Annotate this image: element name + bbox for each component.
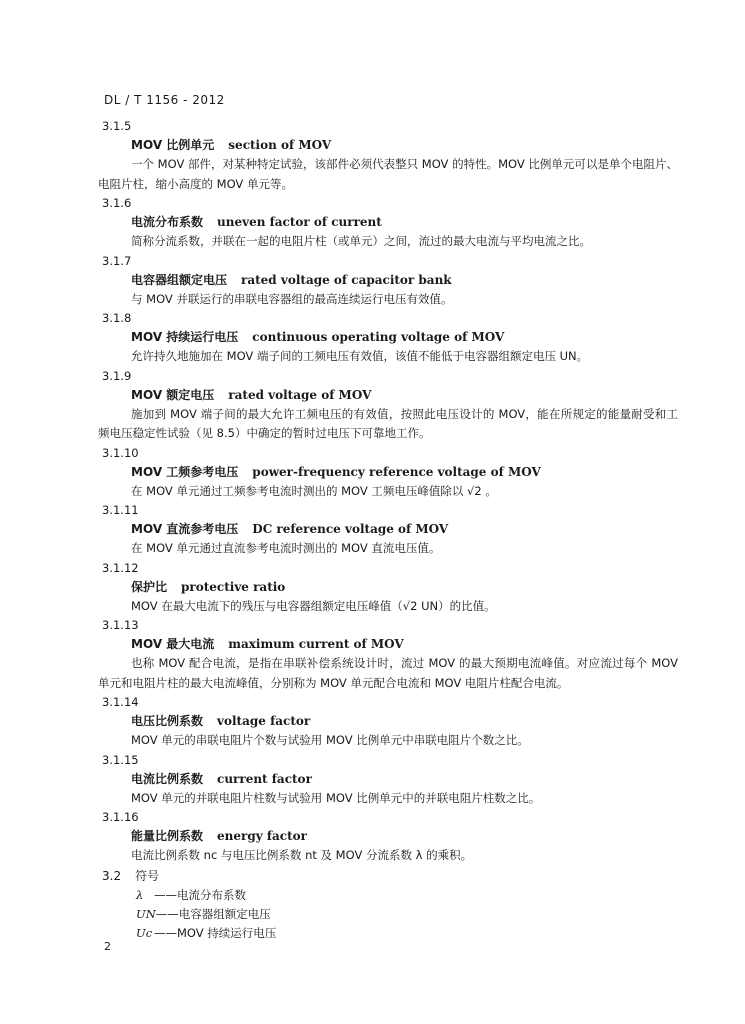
clause-number: 3.1.6 <box>102 196 132 210</box>
term-english: protective ratio <box>181 579 286 594</box>
term-definition: 在 MOV 单元通过工频参考电流时测出的 MOV 工频电压峰值除以 √2 。 <box>131 483 497 498</box>
term-chinese: 电容器组额定电压 <box>131 272 228 287</box>
term-definition: MOV 单元的并联电阻片柱数与试验用 MOV 比例单元中的并联电阻片柱数之比。 <box>131 790 541 805</box>
clause-number: 3.1.16 <box>102 810 139 824</box>
clause-number: 3.1.14 <box>102 695 139 709</box>
term-chinese: MOV 额定电压 <box>131 387 215 402</box>
standard-code-header: DL / T 1156 - 2012 <box>104 93 225 107</box>
symbol-description: ——电流分布系数 <box>154 887 246 902</box>
term-english: section of MOV <box>228 138 332 152</box>
clause-number: 3.1.11 <box>102 503 139 517</box>
symbol: UN <box>136 906 156 921</box>
term-definition: 允许持久地施加在 MOV 端子间的工频电压有效值，该值不能低于电容器组额定电压 UN。 <box>131 349 589 363</box>
term-english: maximum current of MOV <box>228 637 404 651</box>
term-definition: 也称 MOV 配合电流，是指在串联补偿系统设计时，流过 MOV 的最大预期电流峰值。对应流过每个 MOV 单元和电阻片柱的最大电流峰值，分别称为 MOV 单元配合电流和 MOV 电阻片柱配合电流。 <box>98 656 678 690</box>
term-title <box>131 386 678 405</box>
symbol-row <box>136 905 678 924</box>
clause-number: 3.1.7 <box>102 253 132 268</box>
term-english: rated voltage of MOV <box>228 387 372 402</box>
term-english: continuous operating voltage of MOV <box>252 330 505 344</box>
clause-number: 3.1.13 <box>102 618 139 632</box>
symbol-row <box>136 924 678 943</box>
term-title <box>131 770 678 789</box>
term-english: energy factor <box>217 829 307 843</box>
term-chinese: 电流分布系数 <box>131 215 204 229</box>
symbol-description: ——电容器组额定电压 <box>155 906 271 921</box>
clause-number: 3.1.12 <box>102 560 139 575</box>
term-chinese: MOV 比例单元 <box>131 138 215 152</box>
term-title <box>131 328 678 347</box>
term-chinese: 能量比例系数 <box>131 829 204 843</box>
term-title <box>131 827 678 846</box>
term-chinese: MOV 直流参考电压 <box>131 522 239 536</box>
term-definition: 与 MOV 并联运行的串联电容器组的最高连续运行电压有效值。 <box>131 291 453 306</box>
symbol: λ <box>136 887 144 902</box>
term-chinese: 电流比例系数 <box>131 771 204 786</box>
term-title <box>131 578 678 597</box>
term-definition: 在 MOV 单元通过直流参考电流时测出的 MOV 直流电压值。 <box>131 541 441 555</box>
clause-number: 3.1.5 <box>102 119 132 133</box>
term-chinese: 保护比 <box>131 579 168 594</box>
term-english: uneven factor of current <box>217 215 382 229</box>
term-chinese: MOV 工频参考电压 <box>131 464 239 479</box>
term-definition: MOV 单元的串联电阻片个数与试验用 MOV 比例单元中串联电阻片个数之比。 <box>131 733 529 747</box>
term-chinese: MOV 持续运行电压 <box>131 330 239 344</box>
term-title <box>131 520 678 539</box>
section-heading <box>102 867 678 886</box>
term-chinese: MOV 最大电流 <box>131 637 215 651</box>
term-title <box>131 271 678 290</box>
page-number: 2 <box>104 940 111 953</box>
term-title <box>131 463 678 482</box>
clause-number: 3.1.8 <box>102 311 132 325</box>
clause-number: 3.1.15 <box>102 752 139 767</box>
term-title <box>131 712 678 731</box>
term-definition: MOV 在最大电流下的残压与电容器组额定电压峰值（√2 UN）的比值。 <box>131 598 496 613</box>
term-definition: 电流比例系数 nc 与电压比例系数 nt 及 MOV 分流系数 λ 的乘积。 <box>131 848 473 862</box>
term-english: rated voltage of capacitor bank <box>241 272 452 287</box>
term-title <box>131 136 678 155</box>
term-definition: 一个 MOV 部件，对某种特定试验，该部件必须代表整只 MOV 的特性。MOV 比例单元可以是单个电阻片、电阻片柱，缩小高度的 MOV 单元等。 <box>98 157 678 191</box>
clause-number: 3.1.9 <box>102 368 132 383</box>
term-english: power-frequency reference voltage of MOV <box>252 464 541 479</box>
term-chinese: 电压比例系数 <box>131 714 204 728</box>
term-title <box>131 213 678 232</box>
clause-number: 3.1.10 <box>102 445 139 460</box>
symbol-row <box>136 886 678 905</box>
term-english: current factor <box>217 771 312 786</box>
term-definition: 施加到 MOV 端子间的最大允许工频电压的有效值，按照此电压设计的 MOV，能在所规定的能量耐受和工频电压稳定性试验（见 8.5）中确定的暂时过电压下可靠地工作。 <box>98 406 678 440</box>
section-title: 符号 <box>135 868 160 883</box>
section-number: 3.2 <box>102 868 122 883</box>
content <box>98 117 678 943</box>
symbol: Uc <box>136 925 153 940</box>
symbol-description: ——MOV 持续运行电压 <box>154 925 277 940</box>
term-english: voltage factor <box>217 714 311 728</box>
term-title <box>131 635 678 654</box>
term-english: DC reference voltage of MOV <box>252 522 449 536</box>
term-definition: 简称分流系数，并联在一起的电阻片柱（或单元）之间，流过的最大电流与平均电流之比。 <box>131 234 591 248</box>
